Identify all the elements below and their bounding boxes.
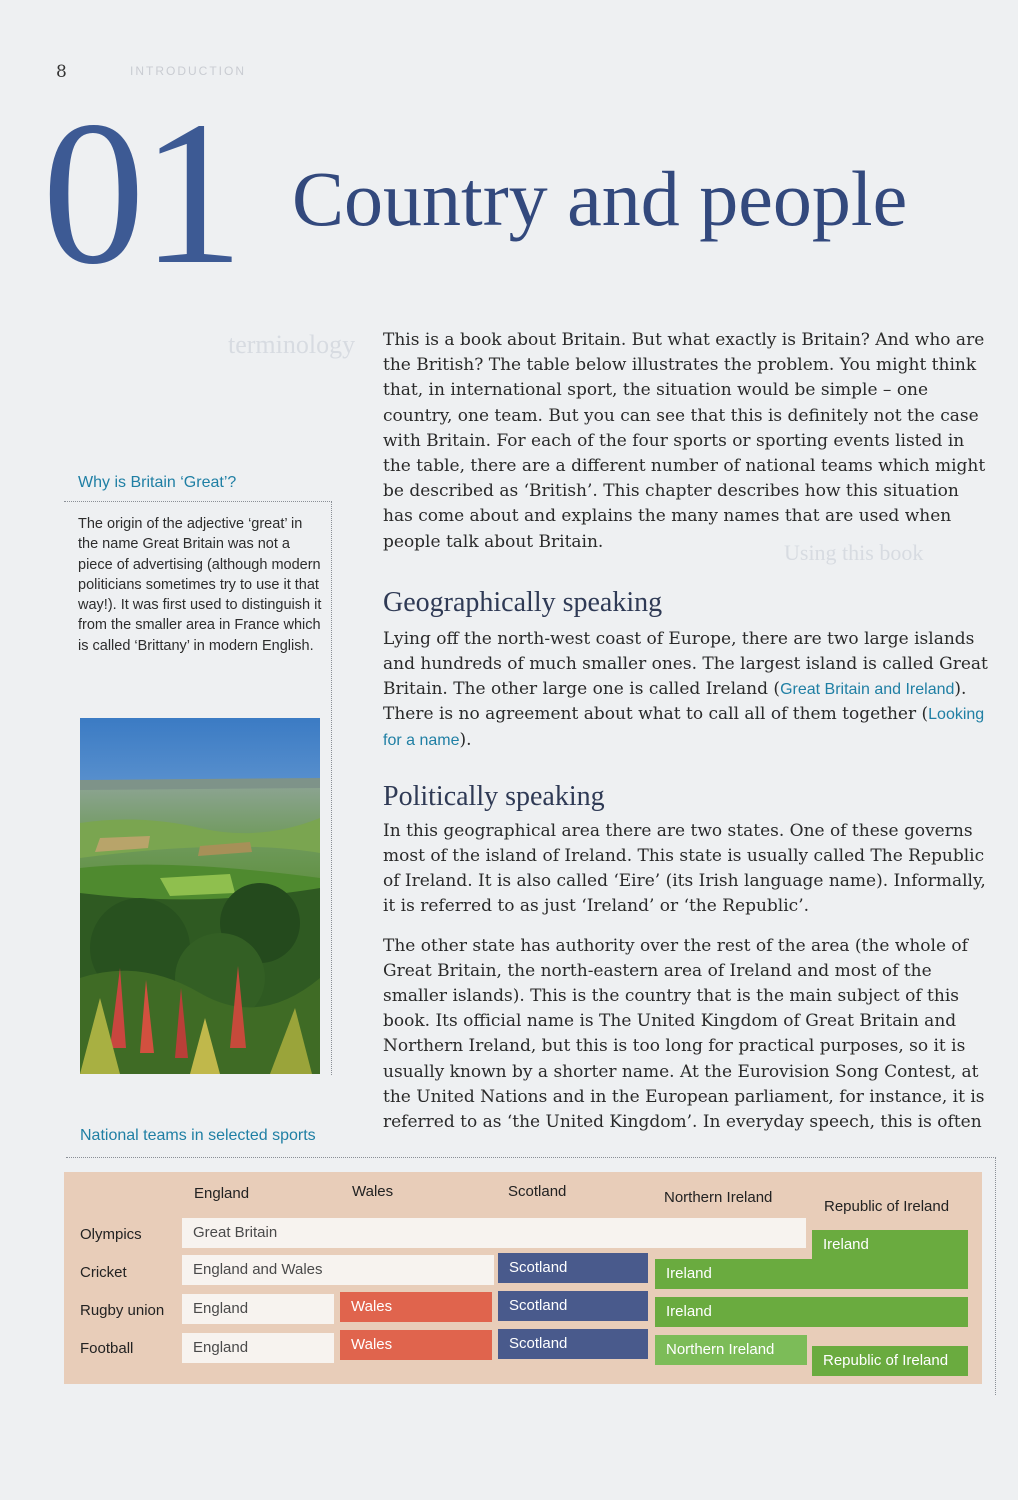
sidebar-divider-vertical	[331, 501, 332, 1075]
cell-rugby-england: England	[182, 1294, 334, 1324]
geo-text-3: ).	[459, 729, 472, 750]
row-header-football: Football	[80, 1340, 134, 1357]
column-header-northern-ireland: Northern Ireland	[664, 1189, 773, 1206]
geo-paragraph	[383, 627, 993, 753]
row-header-olympics: Olympics	[80, 1226, 142, 1243]
running-head: INTRODUCTION	[130, 64, 246, 78]
cell-football-northern-ireland: Northern Ireland	[655, 1335, 807, 1365]
intro-paragraph: This is a book about Britain. But what exactly is Britain? And who are the British? The table below illustrates the problem. You might think that, in international sport, the situation would be simple – one country, one team. But you can see that this is definitely not the case with Britain. For each of the four sports or sporting events listed in the table, there are a different number of national teams which might be described as ‘British’. This chapter describes how this situation has come about and explains the many names that are used when people talk about Britain.	[383, 330, 986, 552]
cell-cricket-scotland: Scotland	[498, 1253, 648, 1283]
table-divider	[66, 1157, 996, 1158]
row-header-cricket: Cricket	[80, 1264, 127, 1281]
cell-football-scotland: Scotland	[498, 1329, 648, 1359]
geo-text-1: Lying off the north-west coast of Europe, there are two large islands and hundreds of much smaller ones. The largest island is called Great Britain. The other large one is called Ireland (	[383, 628, 988, 700]
landscape-photo	[80, 718, 320, 1074]
show-through-text: Using this book	[784, 540, 924, 565]
link-looking-for-a-name[interactable]: Looking for a name	[383, 706, 985, 749]
pol-paragraph-1: In this geographical area there are two states. One of these governs most of the island of Ireland. This state is usually called The Republic of Ireland. It is also called ‘Eire’ (its Irish language name). Informally, it is referred to as just ‘Ireland’ or ‘the Republic’.	[383, 820, 986, 917]
column-header-republic-of-ireland: Republic of Ireland	[824, 1198, 950, 1215]
row-header-rugby-union: Rugby union	[80, 1302, 165, 1319]
cell-football-england: England	[182, 1333, 334, 1363]
cell-football-wales: Wales	[340, 1330, 492, 1360]
sidebar-divider	[64, 501, 332, 502]
column-header-wales: Wales	[352, 1183, 394, 1200]
link-great-britain-and-ireland[interactable]: Great Britain and Ireland	[780, 681, 955, 699]
cell-olympics-ireland: Ireland	[812, 1230, 968, 1260]
heading-politically: Politically speaking	[383, 780, 605, 812]
main-column	[383, 328, 993, 1135]
cell-cricket-england-and-wales: England and Wales	[182, 1255, 494, 1285]
table-caption: National teams in selected sports	[80, 1127, 316, 1144]
cell-rugby-wales: Wales	[340, 1292, 492, 1322]
national-teams-table	[64, 1172, 982, 1384]
cell-football-republic-of-ireland: Republic of Ireland	[812, 1346, 968, 1376]
chapter-title: Country and people	[292, 155, 908, 242]
column-header-scotland: Scotland	[508, 1183, 567, 1200]
cell-cricket-ireland: Ireland	[655, 1259, 968, 1289]
cell-olympics-great-britain: Great Britain	[182, 1218, 806, 1248]
chapter-number: 01	[42, 78, 240, 307]
pol-paragraph-2: The other state has authority over the rest of the area (the whole of Great Britain, the north-eastern area of Ireland and most of the smaller islands). This is the country that is the main subject of this book. Its official name is The United Kingdom of Great Britain and Northern Ireland, but this is too long for practical purposes, so it is usually known by a shorter name. At the Eurovision Song Contest, at the United Nations and in the European parliament, for instance, it is referred to as ‘the United Kingdom’. In everyday speech, this is often	[383, 935, 985, 1133]
cell-rugby-ireland: Ireland	[655, 1297, 968, 1327]
sidebar-text: The origin of the adjective ‘great’ in the name Great Britain was not a piece of advertising (although modern politicians sometimes try to use it that way!). It was first used to distinguish it from the smaller area in France which is called ‘Brittany’ in modern English.	[78, 516, 322, 654]
show-through-text: terminology	[228, 330, 356, 359]
heading-geographically: Geographically speaking	[383, 586, 663, 618]
geo-text-2: ). There is no agreement about what to call all of them together (	[383, 679, 967, 725]
cell-rugby-scotland: Scotland	[498, 1291, 648, 1321]
table-divider-vertical	[995, 1157, 996, 1395]
page-number: 8	[56, 62, 67, 82]
sidebar-heading: Why is Britain ‘Great’?	[78, 474, 237, 491]
column-header-england: England	[194, 1185, 250, 1202]
